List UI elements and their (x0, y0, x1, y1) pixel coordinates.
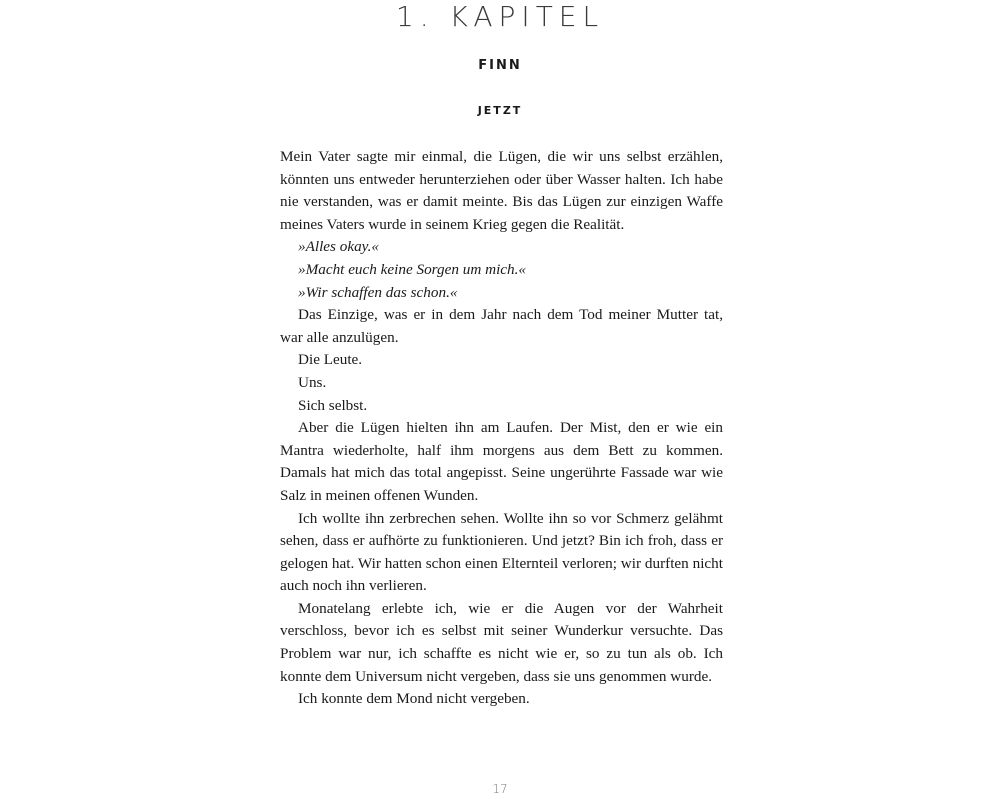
paragraph-dialogue: »Macht euch keine Sorgen um mich.« (298, 260, 527, 278)
chapter-body-text (280, 146, 723, 711)
time-label: JETZT (477, 104, 523, 117)
paragraph: Ich konnte dem Mond nicht vergeben. (298, 690, 530, 708)
paragraph: Mein Vater sagte mir einmal, die Lügen, die wir uns selbst erzählen, könnten uns entweder herunterziehen oder über Wasser halten. Ich habe nie verstanden, was er damit meinte. Bis das Lügen zur einzigen Waffe meines Vaters wurde in seinem Krieg gegen die Realität. (280, 148, 723, 233)
paragraph: Aber die Lügen hielten ihn am Laufen. Der Mist, den er wie ein Mantra wiederholte, half ihm morgens aus dem Bett zu kommen. Damals hat mich das total angepisst. Seine ungerührte Fassade war wie Salz in meinen offenen Wunden. (280, 419, 723, 504)
paragraph: Monatelang erlebte ich, wie er die Augen vor der Wahrheit verschloss, bevor ich es selbst mit seiner Wunderkur versuchte. Das Problem war nur, ich schaffte es nicht wie er, so zu tun als ob. Ich konnte dem Universum nicht vergeben, dass sie uns genommen wurde. (280, 599, 723, 685)
paragraph: Uns. (298, 373, 327, 391)
paragraph: Sich selbst. (298, 396, 368, 414)
paragraph: Das Einzige, was er in dem Jahr nach dem Tod meiner Mutter tat, war alle anzulügen. (280, 306, 723, 346)
pov-character-name: FINN (478, 58, 522, 73)
paragraph: Ich wollte ihn zerbrechen sehen. Wollte ihn so vor Schmerz gelähmt sehen, dass er aufhörte zu funktionieren. Und jetzt? Bin ich froh, dass er gelogen hat. Wir hatten schon einen Elternteil verloren; wir durften nicht auch noch ihn verlieren. (280, 509, 723, 595)
paragraph-dialogue: »Wir schaffen das schon.« (298, 283, 458, 301)
chapter-title: 1. KAPITEL (395, 0, 605, 33)
paragraph-dialogue: »Alles okay.« (298, 238, 379, 256)
page-number: 17 (492, 782, 508, 796)
paragraph: Die Leute. (298, 351, 363, 369)
